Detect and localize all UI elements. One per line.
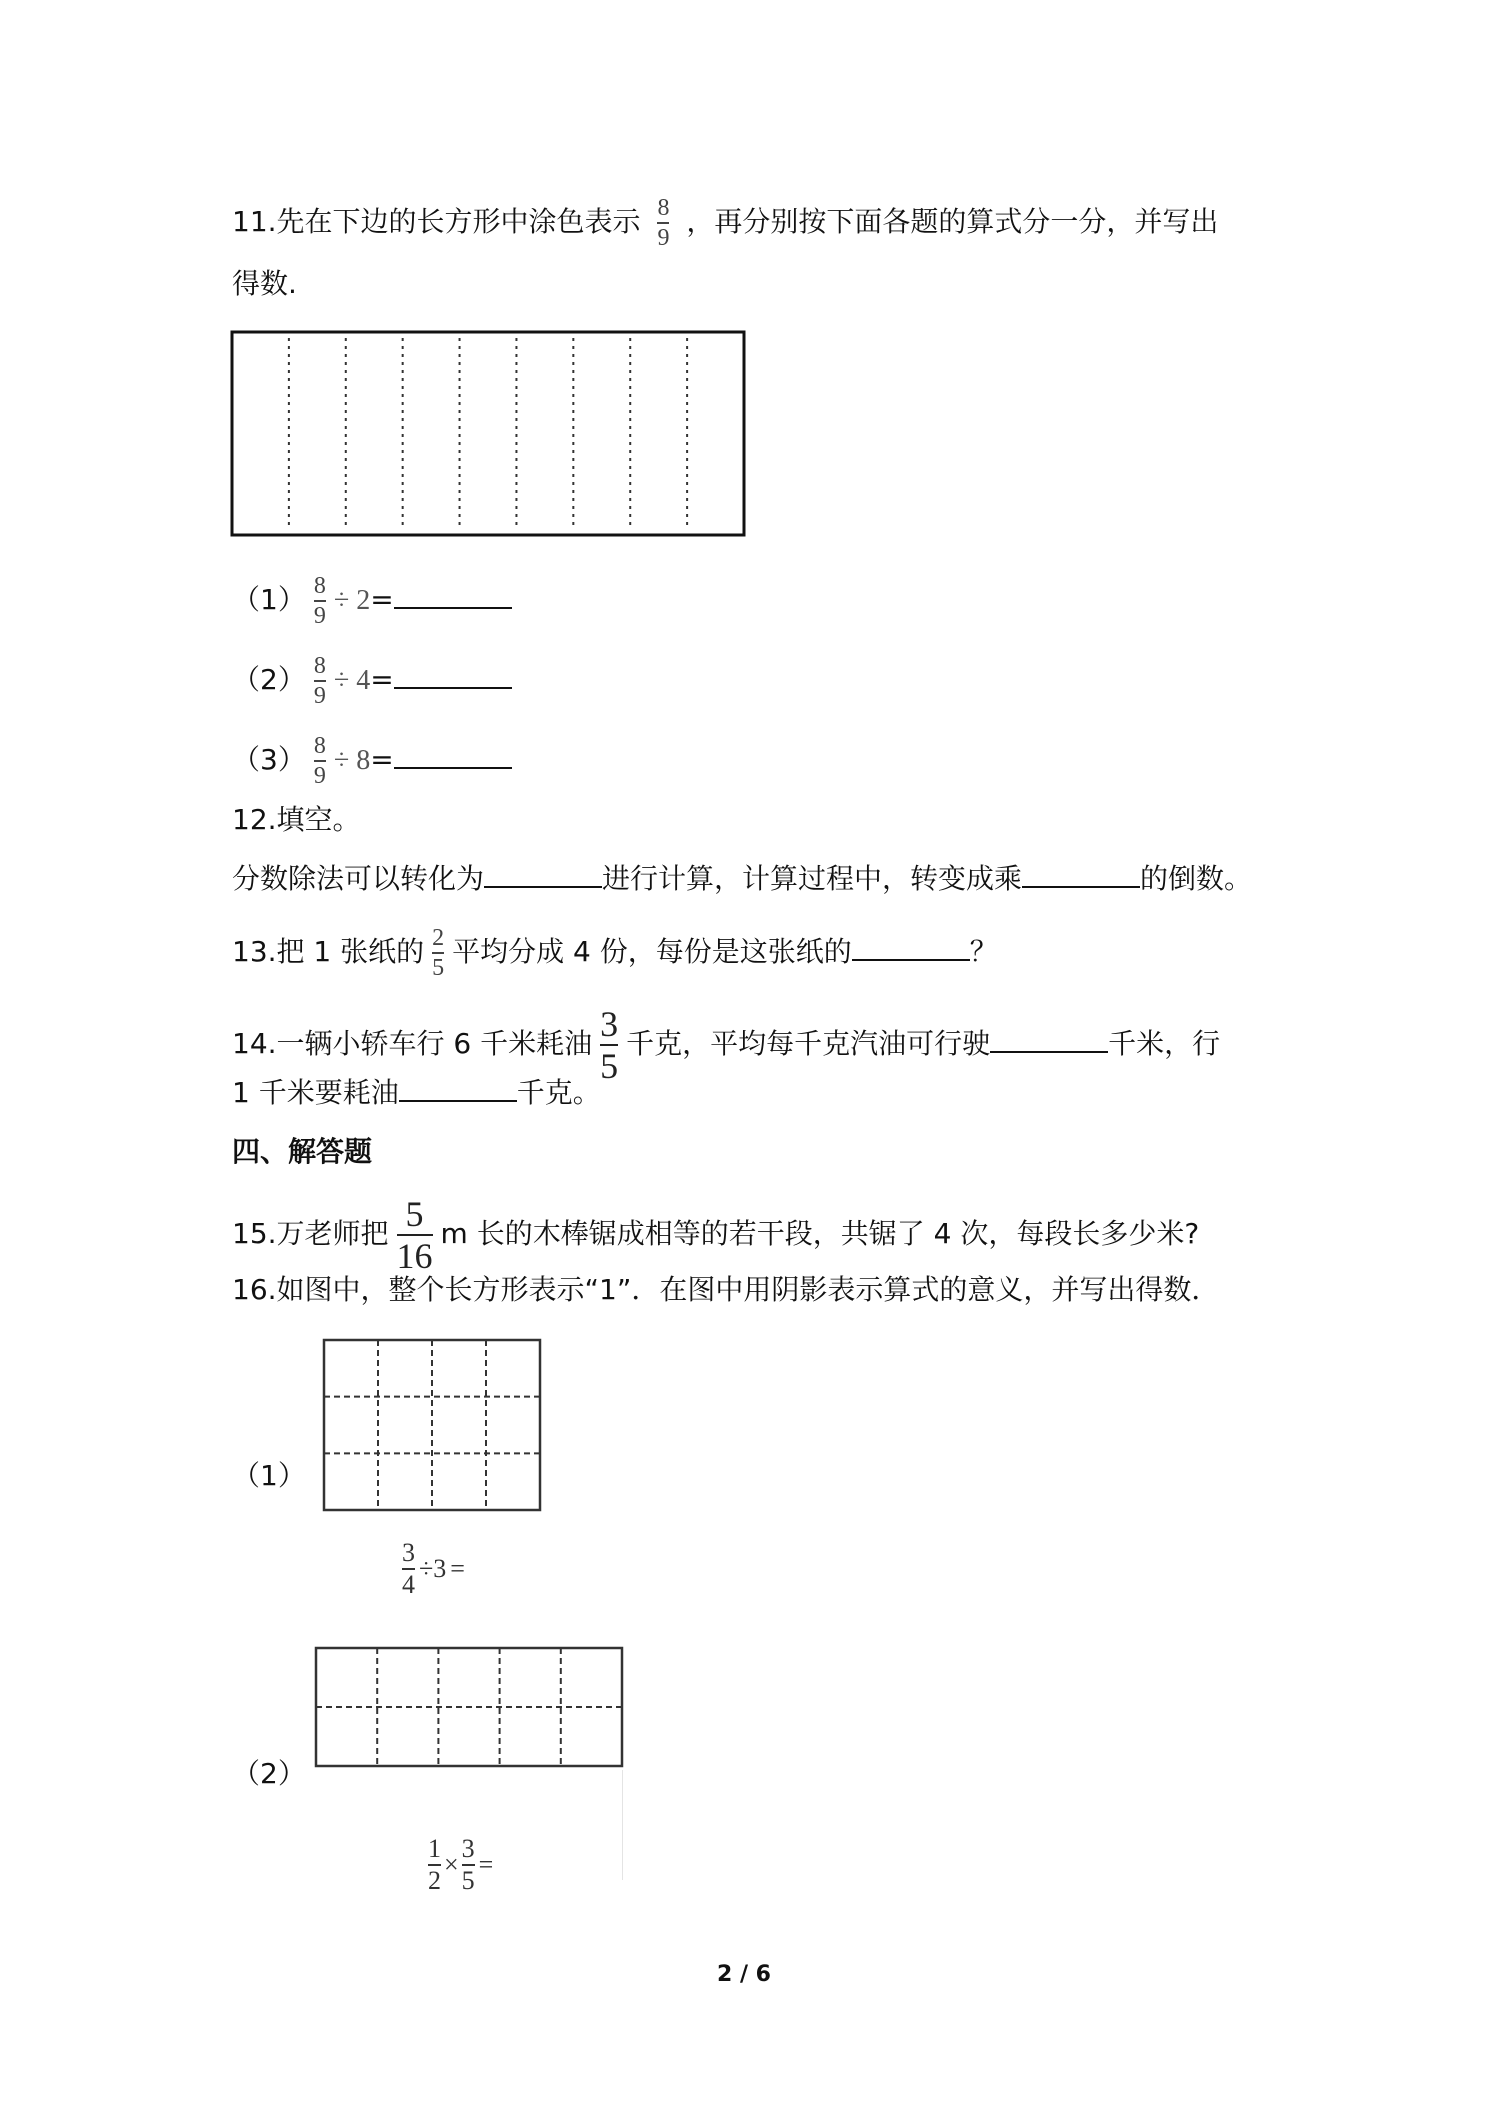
q11-part-2-frac bbox=[314, 654, 326, 708]
q15-line bbox=[232, 1196, 1199, 1274]
q11-part-2-label: （2） bbox=[232, 663, 306, 696]
q12-blank-1[interactable] bbox=[484, 858, 602, 888]
q11-line2 bbox=[232, 264, 297, 304]
q13-seg3: ？ bbox=[969, 935, 998, 968]
q14-num: 3 bbox=[600, 1004, 619, 1044]
q16-line: 16.如图中，整个长方形表示“1”．在图中用阴影表示算式的意义，并写出得数． bbox=[232, 1273, 1220, 1306]
q13-seg2: 平均分成 4 份，每份是这张纸的 bbox=[452, 935, 852, 968]
q11-fraction bbox=[657, 196, 669, 250]
q11-text-before: 11.先在下边的长方形中涂色表示 bbox=[232, 205, 641, 238]
q14-seg1: 14.一辆小轿车行 6 千米耗油 bbox=[232, 1027, 593, 1060]
q16-fig1-grid[interactable] bbox=[322, 1338, 544, 1514]
q16-fig1-expression bbox=[402, 1540, 465, 1598]
q16-fig1-label: （1） bbox=[232, 1459, 306, 1492]
q12-blank-2[interactable] bbox=[1022, 858, 1140, 888]
q11-part-2-op: ÷ 4 bbox=[333, 665, 371, 696]
q11-frac-den: 9 bbox=[657, 225, 670, 251]
q16-fig2-num2: 3 bbox=[461, 1834, 475, 1863]
q14-seg2: 千克，平均每千克汽油可行驶 bbox=[626, 1027, 991, 1060]
q16-fig2-label: （2） bbox=[232, 1757, 306, 1790]
q11-rect-border bbox=[232, 332, 744, 535]
q16-fig1-num: 3 bbox=[402, 1538, 415, 1567]
q11-part-2 bbox=[232, 654, 512, 708]
q11-part-3-answer-blank[interactable] bbox=[394, 739, 512, 769]
q16-fig2-op: × bbox=[444, 1850, 459, 1879]
q11-part-1-num: 8 bbox=[313, 573, 326, 599]
q11-part-1-frac bbox=[314, 574, 326, 628]
q14-seg3: 千米，行 bbox=[1108, 1027, 1221, 1060]
q16-fig2-eq: = bbox=[478, 1850, 494, 1879]
q16-fig2-num1: 1 bbox=[428, 1834, 441, 1863]
q14-blank-1[interactable] bbox=[990, 1023, 1108, 1053]
q11-part-2-den: 9 bbox=[313, 683, 326, 709]
q12-seg2: 进行计算，计算过程中，转变成乘 bbox=[602, 862, 1023, 895]
q11-part-3-num: 8 bbox=[313, 733, 326, 759]
q12-title bbox=[232, 800, 361, 840]
q11-part-1-answer-blank[interactable] bbox=[394, 579, 512, 609]
q11-part-3-label: （3） bbox=[232, 743, 306, 776]
q14-line2 bbox=[232, 1072, 601, 1113]
q11-part-3-frac bbox=[314, 734, 326, 788]
q11-part-1-eq: = bbox=[370, 583, 394, 616]
q11-part-2-answer-blank[interactable] bbox=[394, 659, 512, 689]
q15-den: 16 bbox=[396, 1236, 433, 1276]
q11-part-3-eq: = bbox=[370, 743, 394, 776]
q13-blank[interactable] bbox=[852, 931, 970, 961]
q11-text-after: ，再分别按下面各题的算式分一分，并写出 bbox=[686, 205, 1219, 238]
q12-seg3: 的倒数。 bbox=[1140, 862, 1253, 895]
q11-part-1-den: 9 bbox=[313, 603, 326, 629]
q14-line2-seg1: 1 千米要耗油 bbox=[232, 1076, 399, 1109]
q11-part-1 bbox=[232, 574, 512, 628]
q16-fig2-grid[interactable] bbox=[314, 1646, 626, 1770]
q16-fig2-den2: 5 bbox=[461, 1866, 475, 1895]
q11-part-2-num: 8 bbox=[313, 653, 326, 679]
q11-part-1-label: （1） bbox=[232, 583, 306, 616]
image-edge-line bbox=[622, 1770, 623, 1880]
q16-fig1-op: ÷3 bbox=[419, 1554, 447, 1583]
q13-num: 2 bbox=[432, 925, 445, 951]
section4-title: 四、解答题 bbox=[232, 1135, 373, 1168]
q13-den: 5 bbox=[432, 955, 445, 981]
q13-seg1: 13.把 1 张纸的 bbox=[232, 935, 425, 968]
q13-line bbox=[232, 926, 998, 980]
q12-seg1: 分数除法可以转化为 bbox=[232, 862, 485, 895]
q14-line2-seg2: 千克。 bbox=[516, 1076, 601, 1109]
q16-fig2-dashes bbox=[316, 1648, 622, 1766]
q15-num: 5 bbox=[405, 1194, 424, 1234]
q11-line1 bbox=[232, 196, 1218, 250]
q12-body bbox=[232, 858, 1252, 899]
q11-part-1-op: ÷ 2 bbox=[333, 585, 371, 616]
q15-seg2: m 长的木棒锯成相等的若干段，共锯了 4 次，每段长多少米? bbox=[440, 1217, 1200, 1250]
q16-fig1-eq: = bbox=[450, 1554, 465, 1583]
q16-fig2-expression bbox=[428, 1836, 493, 1894]
q13-fraction bbox=[432, 926, 444, 980]
q15-fraction bbox=[397, 1196, 433, 1274]
q11-part-3-den: 9 bbox=[313, 763, 326, 789]
q15-seg1: 15.万老师把 bbox=[232, 1217, 389, 1250]
q16-fig2-frac1 bbox=[428, 1836, 441, 1894]
q16-fig2-frac2 bbox=[462, 1836, 475, 1894]
q11-part-3-op: ÷ 8 bbox=[333, 745, 371, 776]
q11-text-line2: 得数. bbox=[232, 267, 297, 300]
q11-dividers bbox=[289, 338, 687, 529]
q14-blank-2[interactable] bbox=[399, 1072, 517, 1102]
q12-title-text: 12.填空。 bbox=[232, 803, 361, 836]
q14-fraction bbox=[600, 1006, 618, 1084]
q16-fig1-dashes bbox=[324, 1340, 540, 1510]
page-number: 2 / 6 bbox=[717, 1962, 771, 1987]
q14-den: 5 bbox=[600, 1046, 619, 1086]
q11-rectangle[interactable] bbox=[230, 330, 750, 540]
q11-part-2-eq: = bbox=[370, 663, 394, 696]
q16-fig1-den: 4 bbox=[402, 1570, 415, 1599]
q11-frac-num: 8 bbox=[657, 195, 670, 221]
q11-part-3 bbox=[232, 734, 512, 788]
q16-fig2-den1: 2 bbox=[428, 1866, 441, 1895]
q16-fig1-frac bbox=[402, 1540, 415, 1598]
